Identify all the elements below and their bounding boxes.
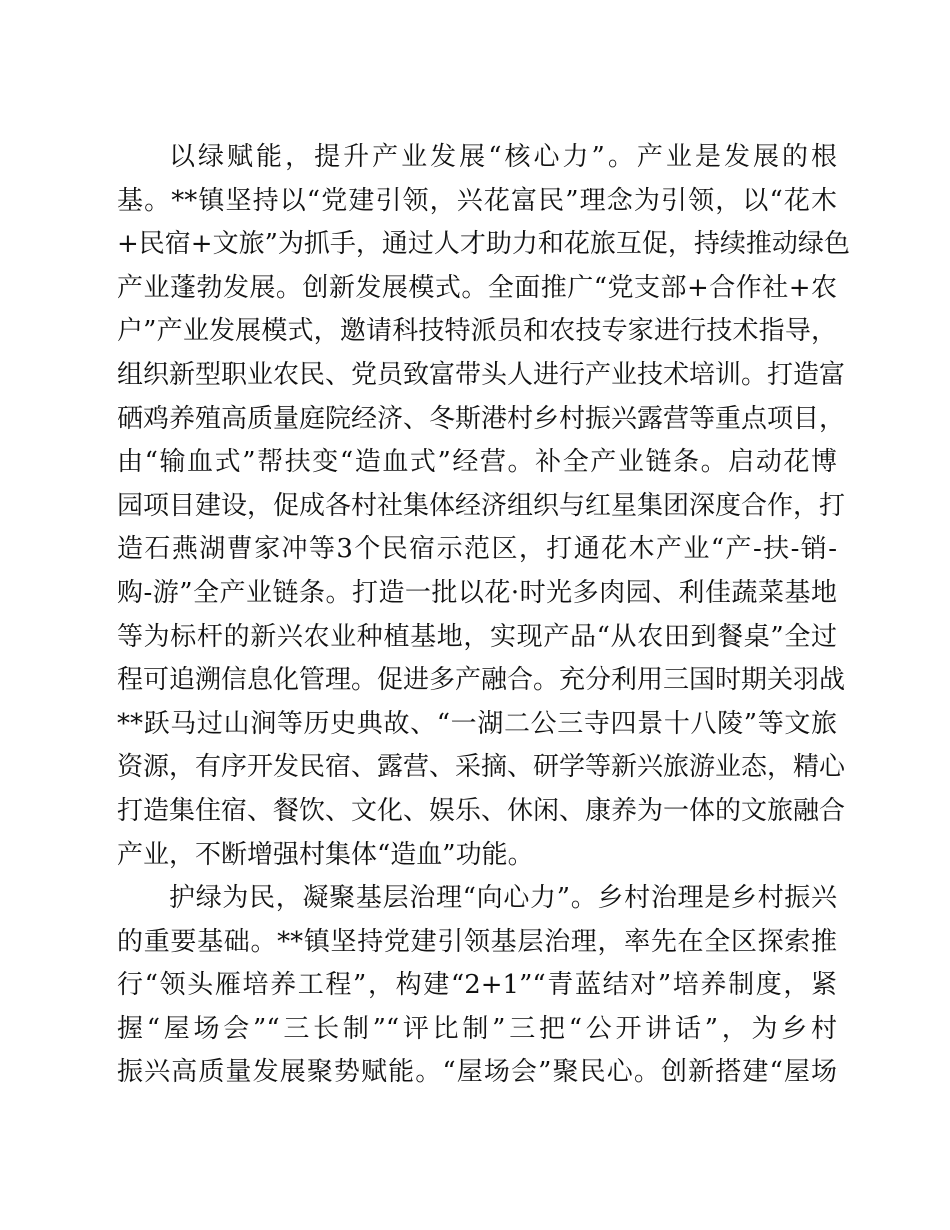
paragraph-1-line-12: 等为标杆的新兴农业种植基地，实现产品“从农田到餐桌”全过 xyxy=(117,621,837,652)
paragraph-1-line-7: 硒鸡养殖高质量庭院经济、冬斯港村乡村振兴露营等重点项目， xyxy=(117,403,846,434)
paragraph-1-line-4: 产业蓬勃发展。创新发展模式。全面推广“党支部+合作社+农 xyxy=(117,272,837,303)
paragraph-2-line-4: 握“屋场会”“三长制”“评比制”三把“公开讲话”，为乡村 xyxy=(117,1013,837,1044)
paragraph-1-line-11: 购-游”全产业链条。打造一批以花·时光多肉园、利佳蔬菜基地 xyxy=(117,577,837,608)
paragraph-1-line-10: 造石燕湖曹家冲等3个民宿示范区，打通花木产业“产-扶-销- xyxy=(117,534,837,565)
document-body xyxy=(117,136,850,1095)
paragraph-1-line-6: 组织新型职业农民、党员致富带头人进行产业技术培训。打造富 xyxy=(117,359,846,390)
paragraph-1-line-2: 基。**镇坚持以“党建引领，兴花富民”理念为引领，以“花木 xyxy=(117,185,837,216)
paragraph-1-line-3: +民宿+文旅”为抓手，通过人才助力和花旅互促，持续推动绿色 xyxy=(117,229,850,260)
paragraph-2-line-5: 振兴高质量发展聚势赋能。“屋场会”聚民心。创新搭建“屋场 xyxy=(117,1057,837,1088)
paragraph-1-line-9: 园项目建设，促成各村社集体经济组织与红星集团深度合作，打 xyxy=(117,490,846,521)
paragraph-1-line-16: 打造集住宿、餐饮、文化、娱乐、休闲、康养为一体的文旅融合 xyxy=(117,795,846,826)
paragraph-2-line-2: 的重要基础。**镇坚持党建引领基层治理，率先在全区探索推 xyxy=(117,926,837,957)
paragraph-1-line-1: 以绿赋能，提升产业发展“核心力”。产业是发展的根 xyxy=(169,142,837,172)
paragraph-1-line-13: 程可追溯信息化管理。促进多产融合。充分利用三国时期关羽战 xyxy=(117,665,846,696)
paragraph-1-line-14: **跃马过山涧等历史典故、“一湖二公三寺四景十八陵”等文旅 xyxy=(117,708,837,739)
paragraph-1-line-17: 产业，不断增强村集体“造血”功能。 xyxy=(117,839,534,870)
paragraph-1-line-15: 资源，有序开发民宿、露营、采摘、研学等新兴旅游业态，精心 xyxy=(117,752,846,783)
paragraph-1-line-8: 由“输血式”帮扶变“造血式”经营。补全产业链条。启动花博 xyxy=(117,447,837,478)
paragraph-1-line-5: 户”产业发展模式，邀请科技特派员和农技专家进行技术指导， xyxy=(117,316,837,347)
paragraph-2-line-1: 护绿为民，凝聚基层治理“向心力”。乡村治理是乡村振兴 xyxy=(169,883,837,914)
paragraph-2-line-3: 行“领头雁培养工程”，构建“2+1”“青蓝结对”培养制度，紧 xyxy=(117,970,837,1001)
